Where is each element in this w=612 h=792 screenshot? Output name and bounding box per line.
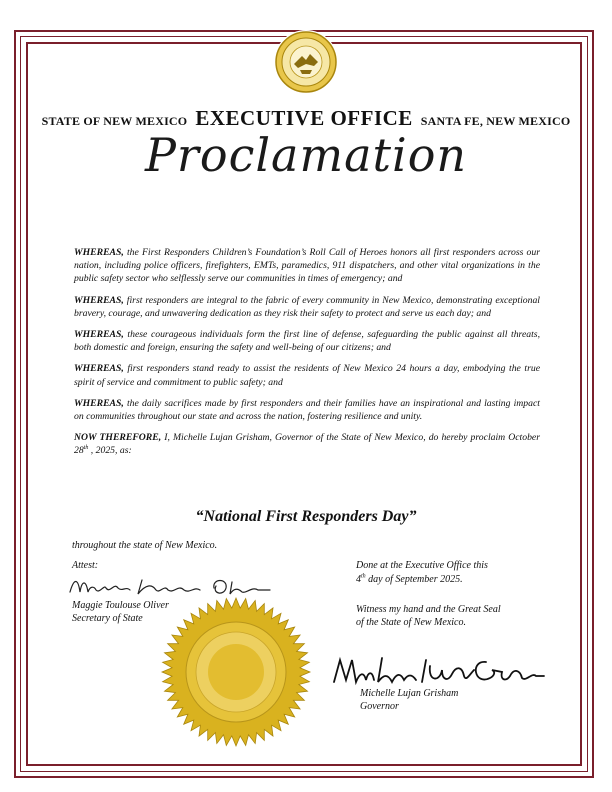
whereas-paragraph — [74, 246, 540, 286]
document-title: Proclamation — [144, 128, 468, 182]
ordinal-suffix: th — [83, 445, 89, 452]
whereas-lead: WHEREAS, — [74, 247, 124, 258]
now-therefore-text: I, Michelle Lujan Grisham, Governor of the State of New Mexico, do hereby proclaim October 28 — [74, 432, 540, 457]
gold-seal-icon — [160, 596, 312, 748]
throughout-line: throughout the state of New Mexico. — [72, 540, 218, 551]
whereas-lead: WHEREAS, — [74, 397, 124, 409]
governor-name: Michelle Lujan Grisham — [360, 688, 459, 699]
whereas-text: first responders stand ready to assist the residents of New Mexico 24 hours a day, embodying the true spirit of service and commitment to public safety; and — [74, 363, 540, 388]
whereas-paragraph — [74, 397, 540, 423]
done-line-1: Done at the Executive Office this — [356, 560, 488, 571]
header-office: EXECUTIVE OFFICE — [195, 106, 413, 130]
whereas-paragraph — [74, 362, 540, 388]
secretary-title: Secretary of State — [72, 613, 143, 624]
done-day: 4 — [356, 574, 361, 585]
now-therefore-text-end: , 2025, as: — [88, 445, 132, 457]
state-seal-icon — [274, 30, 338, 94]
whereas-lead: WHEREAS, — [74, 363, 124, 375]
secretary-signature-icon — [66, 574, 276, 598]
proclaimed-day: “National First Responders Day” — [195, 508, 417, 525]
whereas-lead: WHEREAS, — [74, 294, 124, 306]
done-rest: day of September 2025. — [365, 574, 463, 585]
witness-line-1: Witness my hand and the Great Seal — [356, 604, 501, 615]
secretary-name: Maggie Toulouse Oliver — [72, 600, 169, 611]
proclamation-body — [74, 246, 540, 458]
whereas-text: the First Responders Children’s Foundation’s Roll Call of Heroes honors all first responders across our nation, including police officers, firefighters, EMTs, paramedics, 911 dispatchers, and other vital organizations in the public safety sector who selflessly serve our communities in times of emergency; and — [74, 247, 540, 285]
whereas-text: the daily sacrifices made by first responders and their families have an inspirational and lasting impact on communities throughout our state and across the nation, fostering resilience and unity. — [74, 397, 540, 423]
whereas-paragraph — [74, 294, 540, 320]
now-therefore-lead: NOW THEREFORE, — [74, 432, 162, 444]
whereas-lead: WHEREAS, — [74, 329, 124, 341]
whereas-text: first responders are integral to the fabric of every community in New Mexico, demonstrating exceptional bravery, courage, and unwavering dedication as they risk their safety to protect and serve us each day; and — [74, 294, 540, 319]
whereas-text: these courageous individuals form the first line of defense, safeguarding the public against all threats, both domestic and foreign, ensuring the safety and well-being of our citizens; and — [74, 329, 540, 354]
ordinal-suffix: th — [361, 573, 366, 580]
governor-title: Governor — [360, 701, 399, 712]
header-city: SANTA FE, NEW MEXICO — [420, 114, 571, 128]
done-line-2 — [356, 574, 463, 585]
whereas-paragraph — [74, 328, 540, 354]
governor-signature-icon — [330, 652, 550, 690]
attest-label: Attest: — [72, 560, 99, 571]
witness-line-2: of the State of New Mexico. — [356, 617, 466, 628]
now-therefore-paragraph — [74, 431, 540, 457]
header-state: STATE OF NEW MEXICO — [41, 114, 188, 128]
